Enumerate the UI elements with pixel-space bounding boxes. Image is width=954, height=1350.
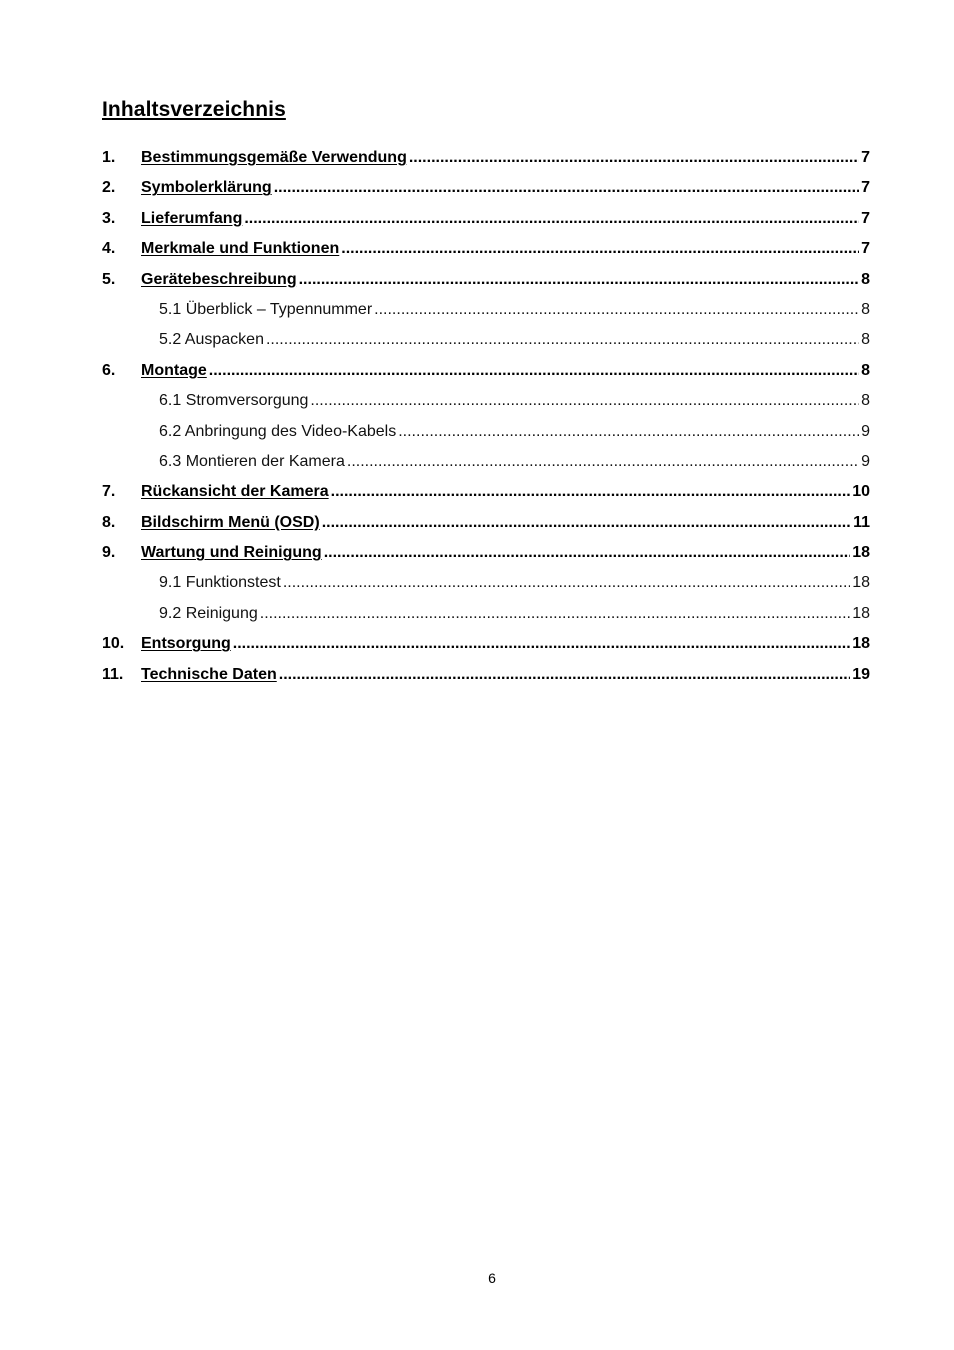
dot-leader — [409, 143, 859, 173]
toc-entry-page: 8 — [861, 331, 870, 349]
toc-entry-8[interactable] — [102, 508, 870, 538]
toc-entry-number: 8. — [102, 513, 116, 531]
dot-leader — [347, 447, 859, 477]
toc-entry-3[interactable] — [102, 204, 870, 234]
toc-subentry-link[interactable]: 6.2 Anbringung des Video-Kabels — [159, 422, 397, 440]
toc-entry-page: 11 — [853, 513, 870, 531]
toc-entry-number: 1. — [102, 149, 116, 166]
dot-leader — [233, 629, 850, 659]
toc-entry-page: 7 — [861, 240, 870, 258]
toc-entry-page: 10 — [852, 483, 870, 501]
dot-leader — [209, 356, 859, 386]
toc-entry-link[interactable]: Lieferumfang — [141, 209, 243, 227]
toc-entry-link[interactable]: Bildschirm Menü (OSD) — [141, 513, 320, 531]
toc-entry-7[interactable] — [102, 477, 870, 507]
toc-subentry-6-3[interactable] — [102, 447, 870, 477]
toc-subentry-link[interactable]: 9.1 Funktionstest — [159, 574, 281, 592]
toc-entry-page: 18 — [852, 635, 870, 653]
toc-entry-link[interactable]: Merkmale und Funktionen — [141, 240, 340, 258]
dot-leader — [341, 234, 859, 264]
toc-subentry-6-2[interactable] — [102, 417, 870, 447]
toc-entry-page: 18 — [852, 544, 870, 562]
toc-entry-page: 9 — [861, 452, 870, 470]
toc-subentry-link[interactable]: 5.2 Auspacken — [159, 331, 264, 349]
toc-entry-1[interactable] — [102, 143, 870, 173]
dot-leader — [266, 325, 859, 355]
toc-entry-number: 2. — [102, 179, 116, 197]
dot-leader — [274, 173, 859, 203]
toc-entry-link[interactable]: Technische Daten — [141, 665, 277, 683]
toc-subentry-5-1[interactable] — [102, 295, 870, 325]
toc-entry-link[interactable]: Bestimmungsgemäße Verwendung — [141, 149, 407, 166]
toc-entry-number: 5. — [102, 270, 116, 288]
toc-entry-page: 7 — [861, 149, 870, 166]
dot-leader — [398, 417, 859, 447]
toc-entry-link[interactable]: Wartung und Reinigung — [141, 544, 322, 562]
toc-entry-page: 7 — [861, 179, 870, 197]
toc-subentry-5-2[interactable] — [102, 325, 870, 355]
page-number: 6 — [488, 1270, 496, 1286]
toc-entry-link[interactable]: Symbolerklärung — [141, 179, 272, 197]
toc-entry-9[interactable] — [102, 538, 870, 568]
dot-leader — [299, 265, 859, 295]
toc-entry-page: 9 — [861, 422, 870, 440]
toc-entry-number: 7. — [102, 483, 116, 501]
toc-subentry-link[interactable]: 6.1 Stromversorgung — [159, 392, 309, 410]
toc-entry-page: 8 — [861, 361, 870, 379]
toc-entry-page: 18 — [852, 574, 870, 592]
toc-entry-number: 10. — [102, 635, 125, 653]
toc-subentry-6-1[interactable] — [102, 386, 870, 416]
toc-entry-page: 8 — [861, 270, 870, 288]
toc-entry-link[interactable]: Entsorgung — [141, 635, 231, 653]
toc-subentry-9-1[interactable] — [102, 568, 870, 598]
toc-entry-page: 18 — [852, 604, 870, 622]
toc-entry-page: 8 — [861, 300, 870, 318]
toc-entry-4[interactable] — [102, 234, 870, 264]
toc-entry-link[interactable]: Rückansicht der Kamera — [141, 483, 329, 501]
dot-leader — [310, 386, 859, 416]
toc-entry-link[interactable]: Gerätebeschreibung — [141, 270, 297, 288]
dot-leader — [374, 295, 859, 325]
dot-leader — [331, 477, 851, 507]
dot-leader — [322, 508, 851, 538]
toc-subentry-link[interactable]: 9.2 Reinigung — [159, 604, 258, 622]
toc-entry-number: 6. — [102, 361, 116, 379]
toc-entry-page: 19 — [852, 665, 870, 683]
toc-subentry-link[interactable]: 5.1 Überblick – Typennummer — [159, 300, 373, 318]
toc-entry-number: 11. — [102, 665, 124, 683]
toc-entry-link[interactable]: Montage — [141, 361, 207, 379]
toc-entry-number: 9. — [102, 544, 116, 562]
table-of-contents — [102, 143, 870, 690]
toc-entry-5[interactable] — [102, 265, 870, 295]
dot-leader — [283, 568, 850, 598]
toc-entry-10[interactable] — [102, 629, 870, 659]
toc-entry-page: 8 — [861, 392, 870, 410]
dot-leader — [324, 538, 851, 568]
toc-subentry-link[interactable]: 6.3 Montieren der Kamera — [159, 452, 345, 470]
toc-entry-number: 4. — [102, 240, 116, 258]
dot-leader — [260, 599, 850, 629]
page-title: Inhaltsverzeichnis — [102, 98, 286, 121]
toc-entry-number: 3. — [102, 209, 116, 227]
toc-entry-11[interactable] — [102, 660, 870, 690]
toc-subentry-9-2[interactable] — [102, 599, 870, 629]
dot-leader — [244, 204, 859, 234]
dot-leader — [279, 660, 850, 690]
toc-entry-6[interactable] — [102, 356, 870, 386]
toc-entry-2[interactable] — [102, 173, 870, 203]
toc-entry-page: 7 — [861, 209, 870, 227]
